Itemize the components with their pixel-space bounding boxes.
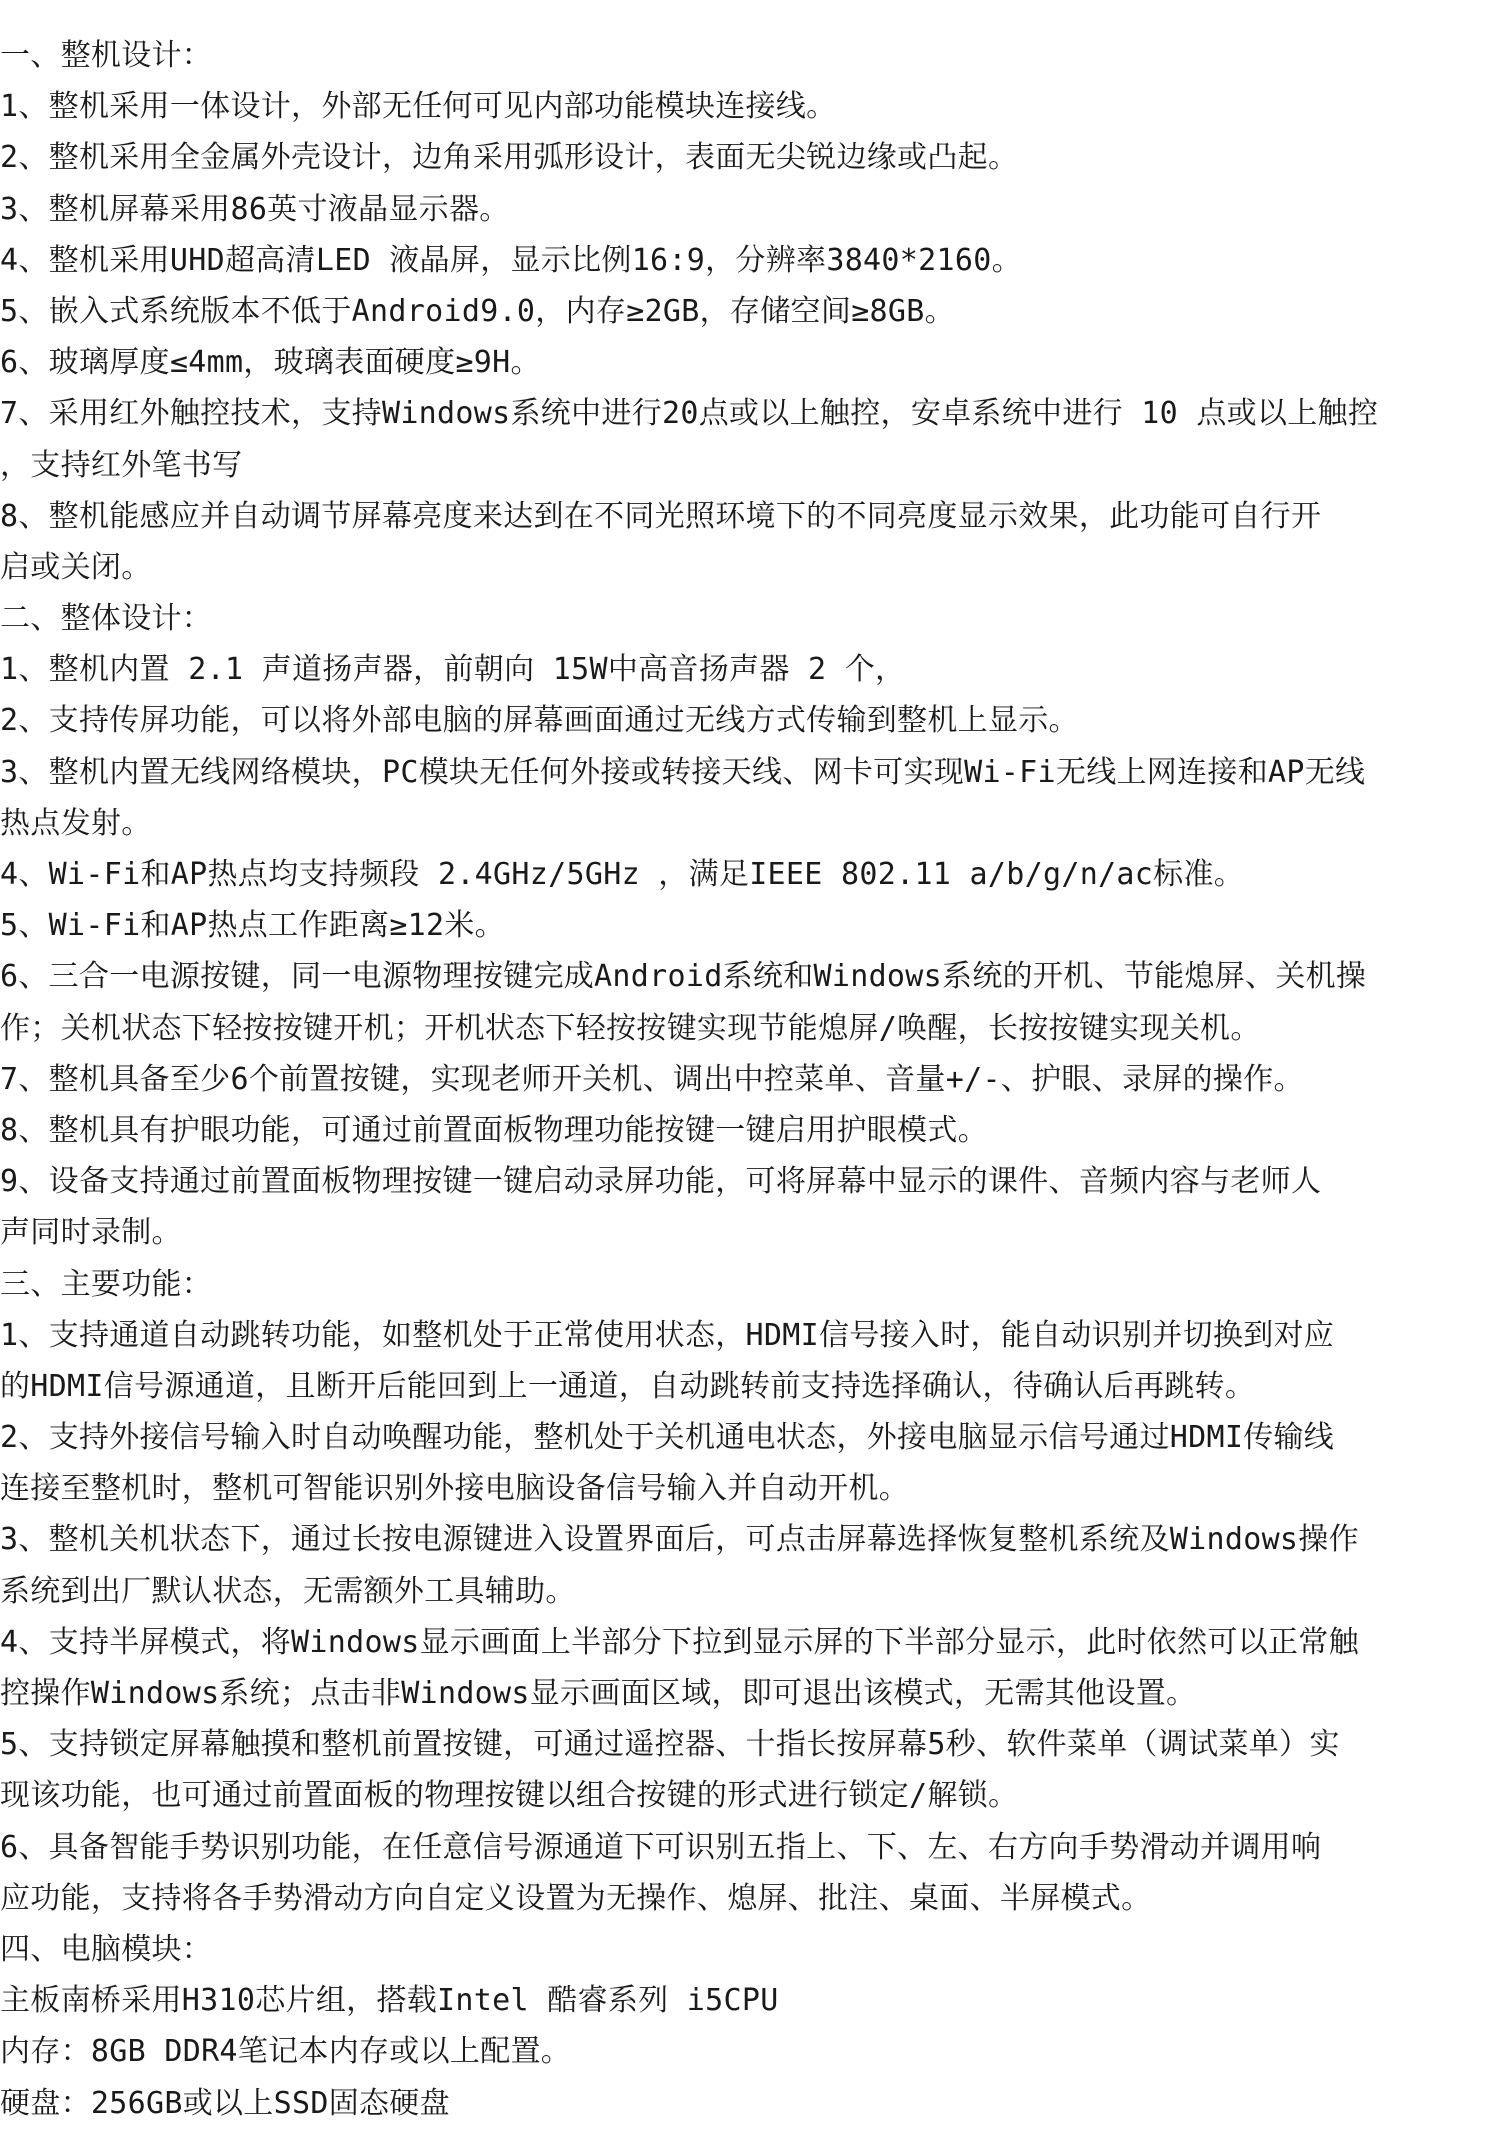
section-heading: 一、整机设计： [0,38,213,73]
text-line: 主板南桥采用H310芯片组，搭载Intel 酷睿系列 i5CPU [0,1983,779,2019]
text-line: 1、整机内置 2.1 声道扬声器，前朝向 15W中高音扬声器 2 个， [0,652,906,688]
text-line: 应功能，支持将各手势滑动方向自定义设置为无操作、熄屏、批注、桌面、半屏模式。 [0,1880,1152,1916]
text-line: 4、整机采用UHD超高清LED 液晶屏，显示比例16:9，分辨率3840*2160。 [0,242,1022,278]
text-line: 7、整机具备至少6个前置按键，实现老师开关机、调出中控菜单、音量+/-、护眼、录屏的操作。 [0,1061,1304,1097]
text-line: 3、整机关机状态下，通过长按电源键进入设置界面后，可点击屏幕选择恢复整机系统及Windows操作 [0,1522,1359,1558]
text-line: 系统到出厂默认状态，无需额外工具辅助。 [0,1573,576,1609]
text-line: 2、整机采用全金属外壳设计，边角采用弧形设计，表面无尖锐边缘或凸起。 [0,140,1019,176]
text-line: 6、三合一电源按键，同一电源物理按键完成Android系统和Windows系统的开机、节能熄屏、关机操 [0,959,1367,995]
text-line: 作；关机状态下轻按按键开机；开机状态下轻按按键实现节能熄屏/唤醒，长按按键实现关机。 [0,1010,1261,1046]
text-line: 9、设备支持通过前置面板物理按键一键启动录屏功能，可将屏幕中显示的课件、音频内容与老师人 [0,1164,1322,1200]
text-line: 声同时录制。 [0,1215,182,1251]
section-heading: 四、电脑模块： [0,1931,213,1967]
text-line: 6、具备智能手势识别功能，在任意信号源通道下可识别五指上、下、左、右方向手势滑动并调用响 [0,1829,1322,1865]
text-line: 4、Wi-Fi和AP热点均支持频段 2.4GHz/5GHz ，满足IEEE 802.11 a/b/g/n/ac标准。 [0,857,1245,892]
text-line: 内存：8GB DDR4笔记本内存或以上配置。 [0,2034,572,2070]
text-line: 启或关闭。 [0,549,152,585]
text-line: 热点发射。 [0,805,152,841]
text-line: 5、Wi-Fi和AP热点工作距离≥12米。 [0,908,505,944]
text-line: 硬盘：256GB或以上SSD固态硬盘 [0,2085,450,2121]
text-line: 6、玻璃厚度≤4mm，玻璃表面硬度≥9H。 [0,345,541,381]
text-line: 8、整机能感应并自动调节屏幕亮度来达到在不同光照环境下的不同亮度显示效果，此功能可自行开 [0,498,1322,534]
text-line: 控操作Windows系统；点击非Windows显示画面区域，即可退出该模式，无需其他设置。 [0,1676,1197,1711]
text-line: 现该功能，也可通过前置面板的物理按键以组合按键的形式进行锁定/解锁。 [0,1778,1019,1814]
text-line: 的HDMI信号源通道，且断开后能回到上一通道，自动跳转前支持选择确认，待确认后再跳转。 [0,1368,1256,1404]
text-line: 4、支持半屏模式，将Windows显示画面上半部分下拉到显示屏的下半部分显示，此时依然可以正常触 [0,1624,1359,1660]
text-line: ，支持红外笔书写 [0,447,243,483]
text-line: 7、采用红外触控技术，支持Windows系统中进行20点或以上触控，安卓系统中进行 10 点或以上触控 [0,396,1379,432]
text-line: 8、整机具有护眼功能，可通过前置面板物理功能按键一键启用护眼模式。 [0,1112,988,1148]
text-line: 3、整机内置无线网络模块，PC模块无任何外接或转接天线、网卡可实现Wi-Fi无线上网连接和AP无线 [0,754,1366,790]
text-line: 1、整机采用一体设计，外部无任何可见内部功能模块连接线。 [0,89,837,125]
text-line: 5、嵌入式系统版本不低于Android9.0，内存≥2GB，存储空间≥8GB。 [0,293,955,329]
text-line: 5、支持锁定屏幕触摸和整机前置按键，可通过遥控器、十指长按屏幕5秒、软件菜单（调试菜单）实 [0,1727,1340,1763]
section-heading: 三、主要功能： [0,1266,213,1302]
section-heading: 二、整体设计： [0,601,213,637]
document-body [0,30,1496,2129]
text-line: 2、支持外接信号输入时自动唤醒功能，整机处于关机通电状态，外接电脑显示信号通过HDMI传输线 [0,1420,1335,1456]
text-line: 1、支持通道自动跳转功能，如整机处于正常使用状态，HDMI信号接入时，能自动识别并切换到对应 [0,1317,1335,1353]
text-line: 连接至整机时，整机可智能识别外接电脑设备信号输入并自动开机。 [0,1471,909,1507]
text-line: 2、支持传屏功能，可以将外部电脑的屏幕画面通过无线方式传输到整机上显示。 [0,703,1079,739]
text-line: 3、整机屏幕采用86英寸液晶显示器。 [0,191,510,227]
